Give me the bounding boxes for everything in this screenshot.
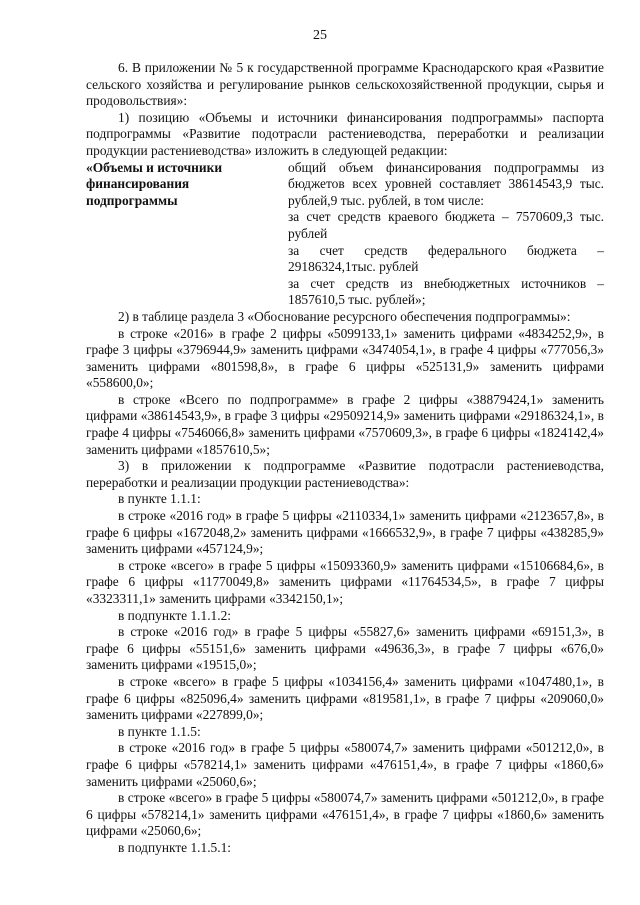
paragraph: в подпункте 1.1.1.2: (118, 607, 232, 623)
passport-value-line: за счет средств краевого бюджета – 7570609,3 тыс. рублей (288, 209, 604, 241)
paragraph: в строке «2016 год» в графе 5 цифры «2110334,1» заменить цифрами «2123657,8», в графе 6 цифры «1672048,2» заменить цифрами «1666532,9», в графе 7 цифры «438285,9» заменить цифрами «457124,9»; (86, 508, 604, 557)
paragraph: в строке «всего» в графе 5 цифры «580074,7» заменить цифрами «501212,0», в графе 6 цифры «578214,1» заменить цифрами «476151,4», в графе 7 цифры «1860,6» заменить цифрами «25060,6»; (86, 790, 604, 839)
passport-table (86, 160, 604, 309)
paragraph: 1) позицию «Объемы и источники финансирования подпрограммы» паспорта подпрограммы «Развитие подотрасли растениеводства, переработки и реализации продукции растениеводства» изложить в следующей редакции: (86, 109, 604, 158)
paragraph: в строке «всего» в графе 5 цифры «15093360,9» заменить цифрами «15106684,6», в графе 6 цифры «11770049,8» заменить цифрами «11764534,5», в графе 7 цифры «3323311,1» заменить цифрами «3342150,1»; (86, 557, 604, 606)
paragraph: в подпункте 1.1.5.1: (118, 839, 232, 855)
paragraph: в пункте 1.1.5: (118, 723, 201, 739)
passport-value-line: за счет средств федерального бюджета – 29186324,1тыс. рублей (288, 242, 604, 275)
paragraph: в строке «2016 год» в графе 5 цифры «580074,7» заменить цифрами «501212,0», в графе 6 цифры «578214,1» заменить цифрами «476151,4», в графе 7 цифры «1860,6» заменить цифрами «25060,6»; (86, 740, 604, 789)
paragraph: в строке «2016 год» в графе 5 цифры «55827,6» заменить цифрами «69151,3», в графе 6 цифры «55151,6» заменить цифрами «49636,3», в графе 7 цифры «676,0» заменить цифрами «19515,0»; (86, 624, 604, 673)
paragraph: 2) в таблице раздела 3 «Обоснование ресурсного обеспечения подпрограммы»: (118, 308, 571, 324)
paragraph: в строке «Всего по подпрограмме» в графе 2 цифры «38879424,1» заменить цифрами «38614543,9», в графе 3 цифры «29509214,9» заменить цифрами «29186324,1», в графе 4 цифры «7546066,8» заменить цифрами «7570609,3», в графе 6 цифры «1824142,4» заменить цифрами «1857610,5»; (86, 391, 604, 457)
passport-values (288, 160, 604, 309)
paragraph: 3) в приложении к подпрограмме «Развитие подотрасли растениеводства, переработки и реализации продукции растениеводства»: (86, 458, 604, 490)
passport-value-line: за счет средств из внебюджетных источников – 1857610,5 тыс. рублей»; (288, 275, 604, 308)
paragraph: 6. В приложении № 5 к государственной программе Краснодарского края «Развитие сельского хозяйства и регулирование рынков сельскохозяйственной продукции, сырья и продовольствия»: (86, 60, 604, 109)
passport-value-line: общий объем финансирования подпрограммы из бюджетов всех уровней составляет 38614543,9 тыс. рублей,9 тыс. рублей, в том числе: (288, 159, 604, 208)
page-number: 25 (313, 28, 327, 43)
passport-label: «Объемы и источники финансирования подпрограммы (86, 159, 223, 208)
paragraph: в пункте 1.1.1: (118, 491, 201, 507)
document-body (86, 60, 604, 857)
paragraph: в строке «всего» в графе 5 цифры «1034156,4» заменить цифрами «1047480,1», в графе 6 цифры «825096,4» заменить цифрами «819581,1», в графе 7 цифры «209060,0» заменить цифрами «227899,0»; (86, 673, 604, 723)
paragraph: в строке «2016» в графе 2 цифры «5099133,1» заменить цифрами «4834252,9», в графе 3 цифры «3796944,9» заменить цифрами «3474054,1», в графе 4 цифры «777056,3» заменить цифрами «801598,8», в графе 6 цифры «525131,9» заменить цифрами «558600,0»; (86, 325, 604, 391)
